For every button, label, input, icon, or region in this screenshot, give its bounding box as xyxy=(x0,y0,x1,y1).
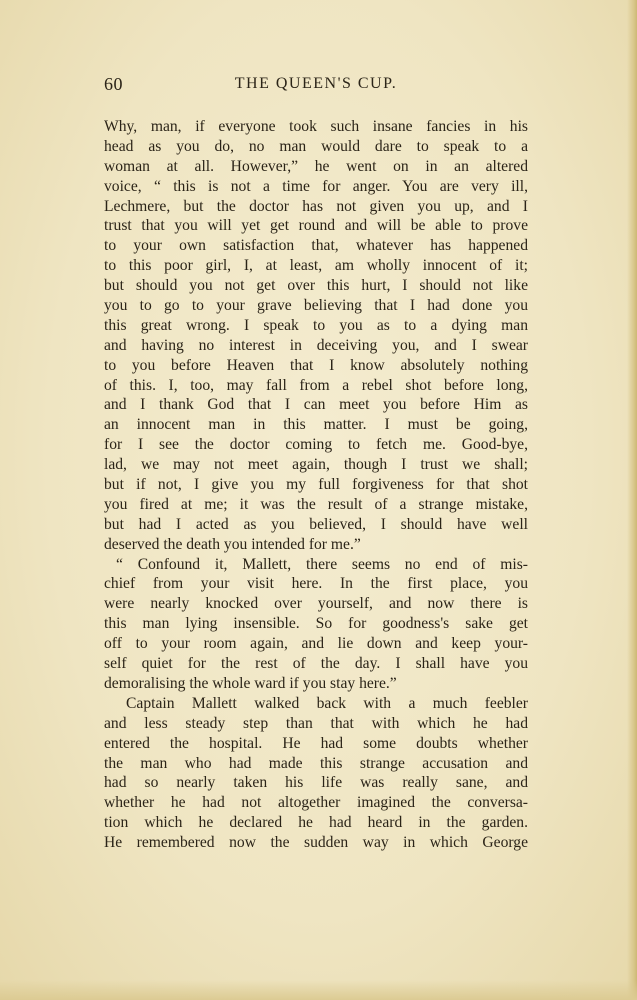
text-line: but if not, I give you my full forgiveness for that shot xyxy=(104,476,528,494)
running-head: THE QUEEN'S CUP. xyxy=(234,75,398,92)
text-line: demoralising the whole ward if you stay here.” xyxy=(104,674,397,692)
text-line: He remembered now the sudden way in which George xyxy=(104,834,528,852)
text-line: had so nearly taken his life was really sane, and xyxy=(104,774,528,792)
text-line: head as you do, no man would dare to speak to a xyxy=(104,137,528,155)
page-header xyxy=(104,74,528,96)
text-line: for I see the doctor coming to fetch me. Good-bye, xyxy=(104,436,528,454)
page-edge-shadow xyxy=(627,0,637,1000)
text-line: “ Confound it, Mallett, there seems no end of mis- xyxy=(116,555,528,573)
page-bottom-shadow xyxy=(0,980,637,1000)
text-line: but should you not get over this hurt, I should not like xyxy=(104,277,528,295)
text-line: and less steady step than that with which he had xyxy=(104,714,528,732)
text-line: this great wrong. I speak to you as to a dying man xyxy=(104,316,528,334)
text-line: the man who had made this strange accusation and xyxy=(104,754,528,772)
text-line: self quiet for the rest of the day. I shall have you xyxy=(104,655,528,673)
text-line: to this poor girl, I, at least, am wholly innocent of it; xyxy=(104,257,528,275)
text-line: and I thank God that I can meet you before Him as xyxy=(104,396,528,414)
page-number: 60 xyxy=(104,74,123,94)
text-line: lad, we may not meet again, though I trust we shall; xyxy=(104,456,528,474)
text-line: an innocent man in this matter. I must be going, xyxy=(104,416,528,434)
text-line: whether he had not altogether imagined the conversa- xyxy=(104,794,528,812)
text-line: and having no interest in deceiving you, and I swear xyxy=(104,336,528,354)
text-line: entered the hospital. He had some doubts whether xyxy=(104,734,528,752)
body-text xyxy=(104,117,528,853)
text-line: chief from your visit here. In the first place, you xyxy=(104,575,528,593)
text-line: tion which he declared he had heard in the garden. xyxy=(104,814,528,832)
text-line: of this. I, too, may fall from a rebel shot before long, xyxy=(104,376,528,394)
text-line: deserved the death you intended for me.” xyxy=(104,535,361,553)
text-line: woman at all. However,” he went on in an altered xyxy=(104,157,528,175)
text-line: but had I acted as you believed, I should have well xyxy=(104,515,528,533)
text-line: were nearly knocked over yourself, and now there is xyxy=(104,595,528,613)
text-line: Why, man, if everyone took such insane fancies in his xyxy=(104,118,528,135)
text-line: voice, “ this is not a time for anger. You are very ill, xyxy=(104,177,528,195)
text-line: to your own satisfaction that, whatever has happened xyxy=(104,237,528,255)
text-line: you fired at me; it was the result of a strange mistake, xyxy=(104,495,528,513)
text-line: Captain Mallett walked back with a much feebler xyxy=(126,694,528,712)
text-line: this man lying insensible. So for goodness's sake get xyxy=(104,615,528,633)
text-line: Lechmere, but the doctor has not given you up, and I xyxy=(104,197,528,215)
text-line: trust that you will yet get round and will be able to prove xyxy=(104,217,528,235)
text-line: off to your room again, and lie down and keep your- xyxy=(104,635,528,653)
text-line: to you before Heaven that I know absolutely nothing xyxy=(104,356,528,374)
text-line: you to go to your grave believing that I had done you xyxy=(104,297,528,315)
